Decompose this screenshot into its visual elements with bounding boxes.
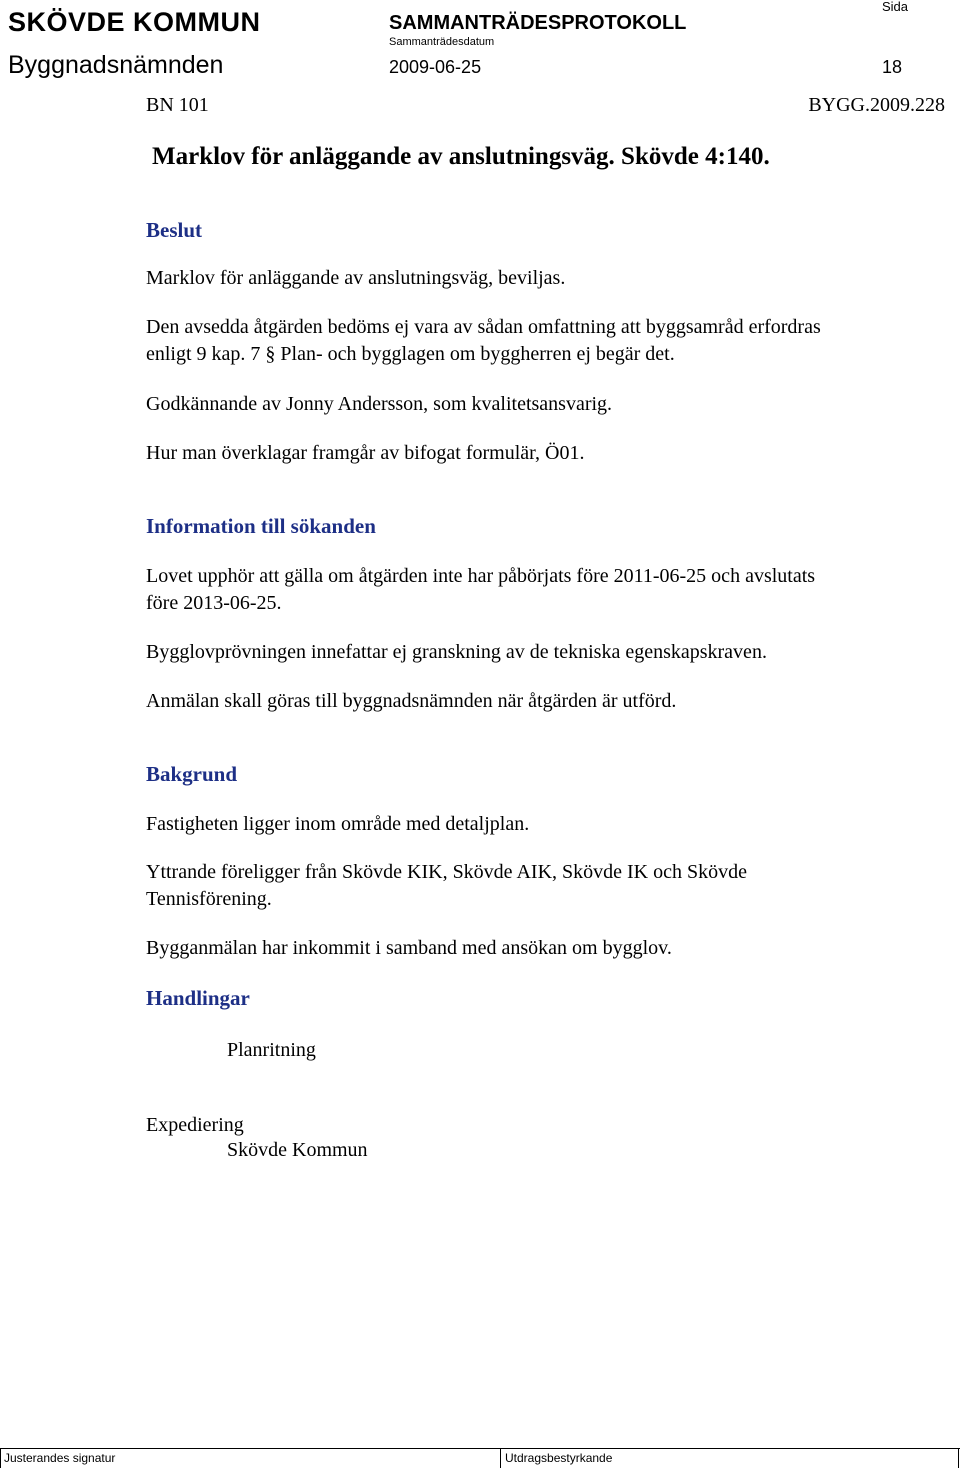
extract-certification-label: Utdragsbestyrkande bbox=[505, 1451, 613, 1465]
department-name: Byggnadsnämnden bbox=[8, 51, 224, 79]
heading-beslut: Beslut bbox=[146, 218, 203, 242]
page-number: 18 bbox=[882, 57, 903, 77]
meeting-date: 2009-06-25 bbox=[389, 57, 482, 77]
beslut-paragraph-2-line-2: enligt 9 kap. 7 § Plan- och bygglagen om byggherren ej begär det. bbox=[146, 343, 675, 365]
document-title: Marklov för anläggande av anslutningsväg. Skövde 4:140. bbox=[152, 143, 770, 170]
bakgrund-paragraph-2-line-2: Tennisförening. bbox=[146, 888, 272, 910]
page-label: Sida bbox=[882, 0, 909, 14]
beslut-paragraph-1: Marklov för anläggande av anslutningsväg, beviljas. bbox=[146, 267, 566, 289]
beslut-paragraph-4: Hur man överklagar framgår av bifogat formulär, Ö01. bbox=[146, 442, 585, 464]
case-number: BYGG.2009.228 bbox=[808, 94, 945, 116]
information-paragraph-1-line-2: före 2013-06-25. bbox=[146, 592, 282, 614]
bakgrund-paragraph-1: Fastigheten ligger inom område med detaljplan. bbox=[146, 813, 530, 835]
heading-information: Information till sökanden bbox=[146, 514, 376, 538]
heading-bakgrund: Bakgrund bbox=[146, 762, 238, 786]
information-paragraph-1-line-1: Lovet upphör att gälla om åtgärden inte har påbörjats före 2011-06-25 och avslutats bbox=[146, 565, 816, 587]
bakgrund-paragraph-3: Bygganmälan har inkommit i samband med ansökan om bygglov. bbox=[146, 937, 672, 959]
paragraph-number: BN 101 bbox=[146, 94, 209, 116]
heading-expediering: Expediering bbox=[146, 1114, 244, 1136]
beslut-paragraph-2-line-1: Den avsedda åtgärden bedöms ej vara av sådan omfattning att byggsamråd erfordras bbox=[146, 316, 821, 338]
document-type: SAMMANTRÄDESPROTOKOLL bbox=[389, 12, 687, 34]
footer-extract-box-divider bbox=[500, 1448, 501, 1468]
organization-logo-text: SKÖVDE KOMMUN bbox=[8, 7, 261, 37]
footer-box-divider-right bbox=[958, 1448, 959, 1468]
footer-rule bbox=[0, 1448, 960, 1449]
information-paragraph-2: Bygglovprövningen innefattar ej granskning av de tekniska egenskapskraven. bbox=[146, 641, 767, 663]
handlingar-item: Planritning bbox=[227, 1039, 316, 1061]
signature-label: Justerandes signatur bbox=[4, 1451, 116, 1465]
date-label: Sammanträdesdatum bbox=[389, 36, 495, 48]
heading-handlingar: Handlingar bbox=[146, 986, 250, 1010]
bakgrund-paragraph-2-line-1: Yttrande föreligger från Skövde KIK, Skövde AIK, Skövde IK och Skövde bbox=[146, 861, 747, 883]
expediering-recipient: Skövde Kommun bbox=[227, 1139, 368, 1161]
beslut-paragraph-3: Godkännande av Jonny Andersson, som kvalitetsansvarig. bbox=[146, 393, 613, 415]
footer-signature-box-divider-left bbox=[0, 1448, 1, 1468]
information-paragraph-3: Anmälan skall göras till byggnadsnämnden när åtgärden är utförd. bbox=[146, 690, 677, 712]
